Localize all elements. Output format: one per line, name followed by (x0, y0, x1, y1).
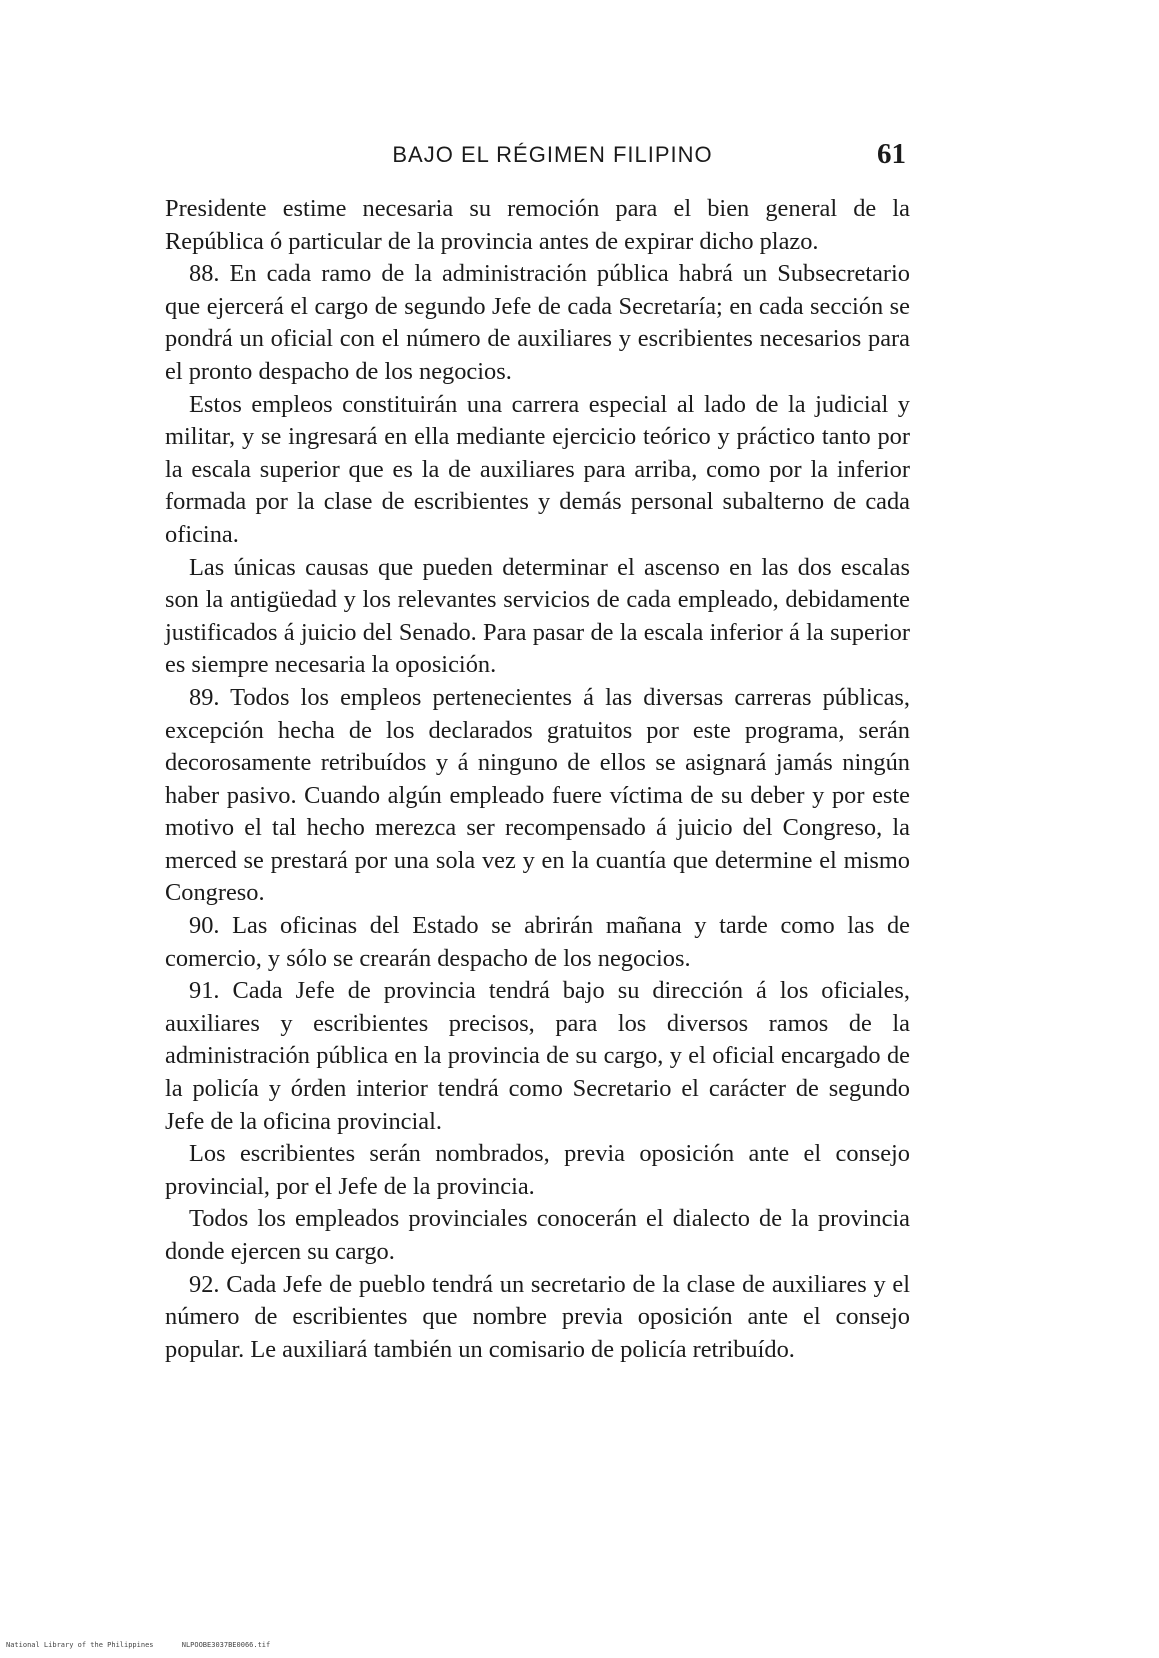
page-number: 61 (877, 138, 906, 170)
paragraph-scribes-appointment: Los escribientes serán nombrados, previa oposición ante el consejo provincial, por el Jefe de la provincia. (165, 1140, 910, 1200)
scan-footer (6, 1641, 294, 1649)
paragraph-promotion-causes: Las únicas causas que pueden determinar el ascenso en las dos escalas son la antigüedad y los relevantes servicios de cada empleado, debidamente justificados á juicio del Senado. Para pasar de la escala inferior á la superior es siempre necesaria la oposición. (165, 553, 910, 679)
paragraph-article-89: 89. Todos los empleos pertenecientes á las diversas carreras públicas, excepción hecha de los declarados gratuitos por este programa, serán decorosamente retribuídos y á ninguno de ellos se asignará jamás ningún haber pasivo. Cuando algún empleado fuere víctima de su deber y por este motivo el tal hecho merezca ser recompensado á juicio del Congreso, la merced se prestará por una sola vez y en la cuantía que determine el mismo Congreso. (165, 683, 910, 907)
paragraph-article-90: 90. Las oficinas del Estado se abrirán mañana y tarde como las de comercio, y sólo se crearán despacho de los negocios. (165, 912, 910, 972)
running-title: BAJO EL RÉGIMEN FILIPINO (392, 142, 713, 167)
running-head (165, 138, 910, 178)
paragraph-employment-career: Estos empleos constituirán una carrera especial al lado de la judicial y militar, y se ingresará en ella mediante ejercicio teórico y práctico tanto por la escala superior que es la de auxiliares para arriba, como por la inferior formada por la clase de escribientes y demás personal subalterno de cada oficina. (165, 390, 910, 548)
footer-library-name: National Library of the Philippines (6, 1641, 154, 1649)
body-text (165, 193, 910, 1366)
footer-file-id: NLPOOBE3037BE0066.tif (181, 1641, 271, 1649)
paragraph-continuation: Presidente estime necesaria su remoción para el bien general de la República ó particular de la provincia antes de expirar dicho plazo. (165, 195, 910, 255)
paragraph-article-92: 92. Cada Jefe de pueblo tendrá un secretario de la clase de auxiliares y el número de escribientes que nombre previa oposición ante el consejo popular. Le auxiliará también un comisario de policía retribuído. (165, 1270, 910, 1363)
paragraph-article-88: 88. En cada ramo de la administración pública habrá un Subsecretario que ejercerá el cargo de segundo Jefe de cada Secretaría; en cada sección se pondrá un oficial con el número de auxiliares y escribientes necesarios para el pronto despacho de los negocios. (165, 260, 910, 385)
paragraph-provincial-dialect: Todos los empleados provinciales conocerán el dialecto de la provincia donde ejercen su cargo. (165, 1205, 910, 1265)
paragraph-article-91: 91. Cada Jefe de provincia tendrá bajo su dirección á los oficiales, auxiliares y escribientes precisos, para los diversos ramos de la administración pública en la provincia de su cargo, y el oficial encargado de la policía y órden interior tendrá como Secretario el carácter de segundo Jefe de la oficina provincial. (165, 977, 910, 1135)
